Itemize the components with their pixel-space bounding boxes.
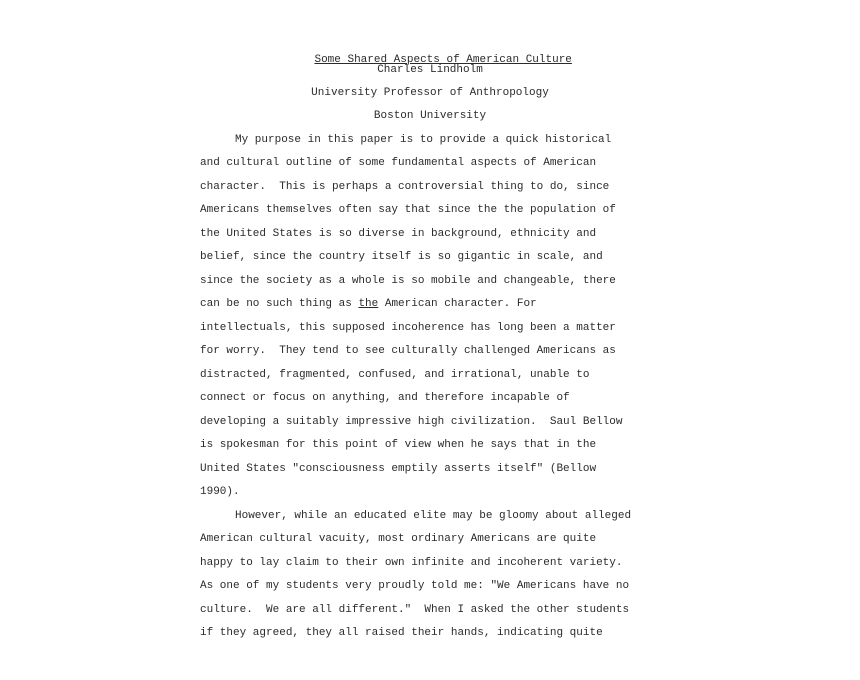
document-title-line <box>0 39 860 66</box>
text-line: happy to lay claim to their own infinite and incoherent variety. <box>200 557 623 569</box>
text-segment: American character. For <box>378 298 537 310</box>
text-line: 1990). <box>200 486 240 498</box>
text-line: culture. We are all different." When I asked the other students <box>200 604 630 616</box>
text-line: intellectuals, this supposed incoherence has long been a matter <box>200 322 616 334</box>
text-line: developing a suitably impressive high civilization. Saul Bellow <box>200 416 623 428</box>
text-line <box>200 297 537 311</box>
author-institution: Boston University <box>373 110 487 122</box>
text-line: distracted, fragmented, confused, and irrational, unable to <box>200 369 590 381</box>
text-line: and cultural outline of some fundamental aspects of American <box>200 157 597 169</box>
document-title: Some Shared Aspects of American Culture <box>314 54 572 66</box>
text-line: since the society as a whole is so mobile and changeable, there <box>200 275 616 287</box>
underlined-word: the <box>358 298 379 310</box>
text-line: Americans themselves often say that since the the population of <box>200 204 616 216</box>
text-line: However, while an educated elite may be gloomy about alleged <box>235 510 632 522</box>
text-line: American cultural vacuity, most ordinary Americans are quite <box>200 533 597 545</box>
text-line: My purpose in this paper is to provide a quick historical <box>235 134 612 146</box>
text-line: As one of my students very proudly told me: "We Americans have no <box>200 580 630 592</box>
text-line: for worry. They tend to see culturally challenged Americans as <box>200 345 616 357</box>
text-line: is spokesman for this point of view when he says that in the <box>200 439 597 451</box>
text-line: connect or focus on anything, and therefore incapable of <box>200 392 570 404</box>
text-segment: can be no such thing as <box>200 298 359 310</box>
author-name: Charles Lindholm <box>377 64 483 76</box>
text-line: belief, since the country itself is so gigantic in scale, and <box>200 251 603 263</box>
text-line: character. This is perhaps a controversial thing to do, since <box>200 181 610 193</box>
text-line: United States "consciousness emptily asserts itself" (Bellow <box>200 463 597 475</box>
text-line: the United States is so diverse in background, ethnicity and <box>200 228 597 240</box>
author-position: University Professor of Anthropology <box>311 87 549 99</box>
text-line: if they agreed, they all raised their hands, indicating quite <box>200 627 603 639</box>
